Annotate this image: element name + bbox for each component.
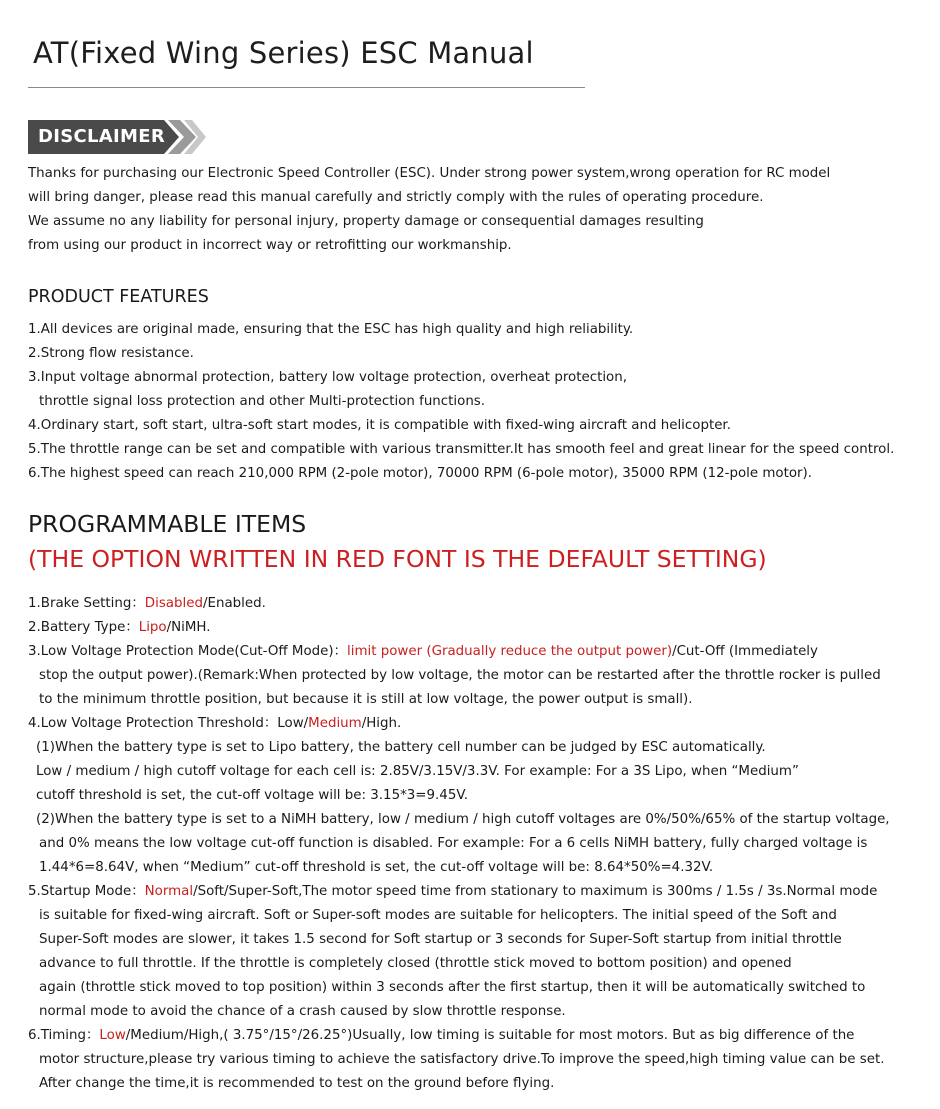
lvp-threshold-item [28,712,890,736]
features-heading: PRODUCT FEATURES [28,287,209,307]
lvp-threshold-default-value: Medium [308,716,362,731]
feature-item: 3.Input voltage abnormal protection, battery low voltage protection, overheat protection, [28,370,627,385]
brake-options: /Enabled. [202,596,266,611]
battery-label: 2.Battery Type： [28,620,139,635]
disclaimer-heading: DISCLAIMER [38,126,165,147]
lvp-threshold-text: 1.44*6=8.64V, when “Medium” cut-off threshold is set, the cut-off voltage will be: 8.64*50%=4.32V. [39,860,714,875]
programmable-heading: PROGRAMMABLE ITEMS [28,510,307,538]
feature-item: 4.Ordinary start, soft start, ultra-soft start modes, it is compatible with fixed-wing aircraft and helicopter. [28,418,731,433]
lvp-mode-text: to the minimum throttle position, but because it is still at low voltage, the power output is small). [39,692,693,707]
startup-label: 5.Startup Mode： [28,884,145,899]
features-list [28,318,894,486]
startup-text: advance to full throttle. If the throttle is completely closed (throttle stick moved to bottom position) and opened [39,956,792,971]
feature-item: 5.The throttle range can be set and compatible with various transmitter.It has smooth feel and great linear for the speed control. [28,442,895,457]
battery-options: /NiMH. [166,620,211,635]
startup-text: again (throttle stick moved to top position) within 3 seconds after the first startup, then it will be automatically switched to [39,980,866,995]
timing-default-value: Low [99,1028,126,1043]
programmable-subheading: (THE OPTION WRITTEN IN RED FONT IS THE DEFAULT SETTING) [28,545,767,573]
timing-text: After change the time,it is recommended to test on the ground before flying. [39,1076,555,1091]
timing-item [28,1024,890,1048]
lvp-threshold-label: 4.Low Voltage Protection Threshold： [28,716,278,731]
timing-label: 6.Timing： [28,1028,100,1043]
lvp-threshold-low: Low/ [277,716,309,731]
lvp-mode-text: stop the output power).(Remark:When protected by low voltage, the motor can be restarted after the throttle rocker is pulled [39,668,881,683]
programmable-list [28,592,890,1096]
disclaimer-line: will bring danger, please read this manual carefully and strictly comply with the rules of operating procedure. [28,190,764,205]
battery-default-value: Lipo [138,620,167,635]
startup-text: normal mode to avoid the chance of a crash caused by slow throttle response. [39,1004,566,1019]
disclaimer-badge [28,120,206,154]
lvp-mode-item [28,640,890,664]
feature-item: 2.Strong flow resistance. [28,346,194,361]
lvp-threshold-options: /High. [361,716,402,731]
startup-mode-item [28,880,890,904]
feature-item: 1.All devices are original made, ensuring that the ESC has high quality and high reliability. [28,322,634,337]
brake-setting-item [28,592,890,616]
startup-text: Super-Soft modes are slower, it takes 1.5 second for Soft startup or 3 seconds for Super-Soft startup from initial throttle [39,932,842,947]
disclaimer-line: We assume no any liability for personal injury, property damage or consequential damages resulting [28,214,704,229]
brake-default-value: Disabled [144,596,203,611]
brake-label: 1.Brake Setting： [28,596,145,611]
page-title: AT(Fixed Wing Series) ESC Manual [33,36,534,70]
lvp-threshold-text: cutoff threshold is set, the cut-off voltage will be: 3.15*3=9.45V. [36,788,469,803]
startup-text: is suitable for fixed-wing aircraft. Soft or Super-soft modes are suitable for helicopters. The initial speed of the Soft and [39,908,837,923]
lvp-threshold-text: (1)When the battery type is set to Lipo battery, the battery cell number can be judged by ESC automatically. [36,740,766,755]
disclaimer-text [28,162,830,258]
lvp-threshold-text: Low / medium / high cutoff voltage for each cell is: 2.85V/3.15V/3.3V. For example: For a 3S Lipo, when “Medium” [36,764,799,779]
lvp-threshold-text: and 0% means the low voltage cut-off function is disabled. For example: For a 6 cells NiMH battery, fully charged voltage is [39,836,868,851]
timing-options: /Medium/High,( 3.75°/15°/26.25°)Usually, low timing is suitable for most motors. But as big difference of the [125,1028,855,1043]
battery-type-item [28,616,890,640]
lvp-threshold-text: (2)When the battery type is set to a NiMH battery, low / medium / high cutoff voltages are 0%/50%/65% of the startup voltage, [36,812,890,827]
disclaimer-line: Thanks for purchasing our Electronic Speed Controller (ESC). Under strong power system,wrong operation for RC model [28,166,831,181]
lvp-mode-options: /Cut-Off (Immediately [672,644,818,659]
startup-default-value: Normal [144,884,194,899]
startup-options: /Soft/Super-Soft,The motor speed time from stationary to maximum is 300ms / 1.5s / 3s.Normal mode [193,884,878,899]
disclaimer-line: from using our product in incorrect way or retrofitting our workmanship. [28,238,512,253]
lvp-mode-label: 3.Low Voltage Protection Mode(Cut-Off Mode)： [28,644,348,659]
timing-text: motor structure,please try various timing to achieve the satisfactory drive.To improve the speed,high timing value can be set. [39,1052,885,1067]
lvp-mode-default-value: limit power (Gradually reduce the output power) [347,644,673,659]
title-divider [28,87,585,88]
feature-item: 6.The highest speed can reach 210,000 RPM (2-pole motor), 70000 RPM (6-pole motor), 35000 RPM (12-pole motor). [28,466,813,481]
feature-item: throttle signal loss protection and other Multi-protection functions. [39,394,486,409]
